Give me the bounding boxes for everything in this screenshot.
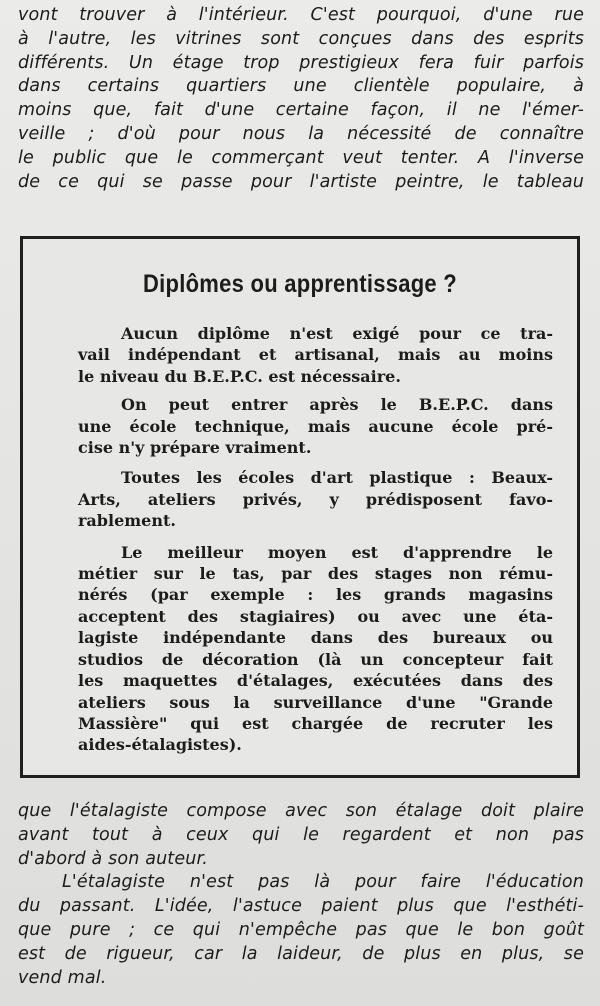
text-line: est de rigueur, car la laideur, de plus en plus, se (18, 943, 584, 964)
text-line: ateliers sous la surveillance d'une "Grande (78, 692, 553, 712)
text-line: du passant. L'idée, l'astuce paient plus que l'esthéti- (18, 896, 584, 917)
text-line: le niveau du B.E.P.C. est nécessaire. (78, 366, 401, 386)
text-line: à l'autre, les vitrines sont conçues dans des esprits (18, 28, 584, 49)
text-line: vont trouver à l'intérieur. C'est pourquoi, d'une rue (18, 5, 584, 25)
bottom-paragraphs (18, 800, 584, 990)
box-paragraph (78, 323, 553, 387)
text-line: le public que le commerçant veut tenter. A l'inverse (18, 147, 584, 168)
text-line: Aucun diplôme n'est exigé pour ce tra- (121, 324, 553, 343)
text-line: dans certains quartiers une clientèle populaire, à (18, 76, 584, 97)
text-line: aides-étalagistes). (78, 735, 242, 755)
text-line: cise n'y prépare vraiment. (78, 438, 312, 458)
text-line: Arts, ateliers privés, y prédisposent favo- (78, 489, 553, 509)
text-line: Toutes les écoles d'art plastique : Beaux- (121, 468, 553, 488)
text-line: moins que, fait d'une certaine façon, il ne l'émer- (18, 100, 584, 121)
text-line: L'étalagiste n'est pas là pour faire l'éducation (62, 872, 584, 893)
box-paragraph (78, 467, 553, 531)
box-paragraph (78, 394, 553, 458)
text-line: de ce qui se passe pour l'artiste peintre, le tableau (18, 171, 584, 192)
text-line: studios de décoration (là un concepteur fait (78, 649, 553, 669)
text-line: acceptent des stagiaires) ou avec une éta- (78, 606, 553, 626)
text-line: métier sur le tas, par des stages non rému- (78, 564, 553, 584)
text-line: vail indépendant et artisanal, mais au moins (78, 345, 553, 365)
text-line: que pure ; ce qui n'empêche pas que le bon goût (18, 919, 584, 940)
text-line: vend mal. (18, 967, 107, 988)
text-line: Massière" qui est chargée de recruter les (78, 713, 553, 733)
text-line: rablement. (78, 511, 176, 531)
text-line: Le meilleur moyen est d'apprendre le (121, 542, 553, 562)
top-paragraph (18, 4, 584, 194)
text-line: les maquettes d'étalages, exécutées dans des (78, 671, 553, 691)
text-line: veille ; d'où pour nous la nécessité de connaître (18, 123, 584, 144)
box-body (78, 323, 553, 763)
text-line: que l'étalagiste compose avec son étalage doit plaire (18, 801, 584, 821)
text-line: avant tout à ceux qui le regardent et non pas (18, 824, 584, 845)
box-title: Diplômes ou apprentissage ? (143, 270, 457, 298)
text-line: une école technique, mais aucune école pré- (78, 416, 553, 436)
text-line: d'abord à son auteur. (18, 848, 208, 869)
sidebar-box (20, 236, 580, 778)
text-line: lagiste indépendante dans des bureaux ou (78, 628, 553, 648)
text-line: différents. Un étage trop prestigieux fera fuir parfois (18, 52, 584, 73)
text-line: nérés (par exemple : les grands magasins (78, 585, 553, 605)
text-line: On peut entrer après le B.E.P.C. dans (121, 395, 553, 415)
box-paragraph (78, 542, 553, 756)
